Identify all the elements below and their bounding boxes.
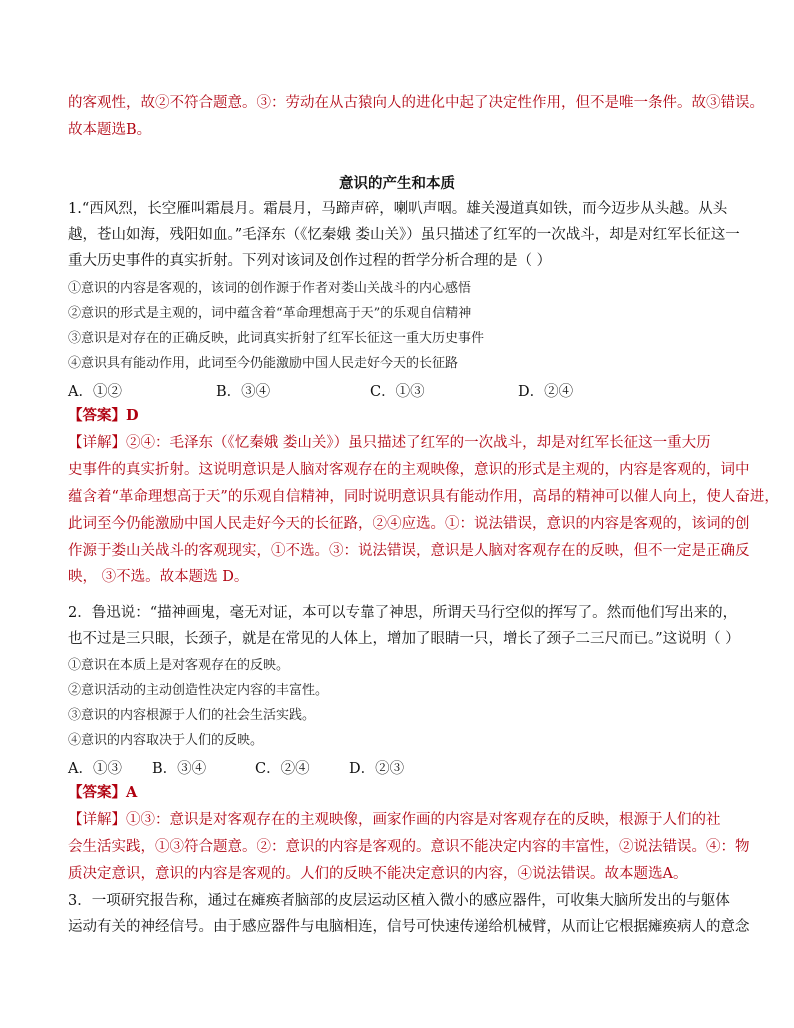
q1-detail-line-1: 【详解】②④：毛泽东（《忆秦娥 娄山关》）虽只描述了红军的一次战斗，却是对红军长征这一重大历: [68, 435, 711, 451]
q1-answer: 【答案】D: [68, 407, 139, 424]
q1-detail-line-3: 蕴含着“革命理想高于天”的乐观自信精神，同时说明意识具有能动作用，高昂的精神可以催人向上，使人奋进，: [68, 489, 779, 505]
q2-option-2: ②意识活动的主动创造性决定内容的丰富性。: [68, 683, 329, 698]
q2-option-4: ④意识的内容取决于人们的反映。: [68, 733, 264, 748]
q1-detail-line-2: 史事件的真实折射。这说明意识是人脑对客观存在的主观映像，意识的形式是主观的，内容是客观的，词中: [68, 462, 750, 478]
q2-detail-line-3: 质决定意识，意识的内容是客观的。人们的反映不能决定意识的内容，④说法错误。故本题选A。: [68, 866, 688, 882]
q1-detail-line-4: 此词至今仍能激励中国人民走好今天的长征路，②④应选。①：说法错误，意识的内容是客观的，该词的创: [68, 516, 750, 532]
q2-option-3: ③意识的内容根源于人们的社会生活实践。: [68, 708, 316, 723]
q1-option-3: ③意识是对存在的正确反映，此词真实折射了红军长征这一重大历史事件: [68, 331, 485, 346]
q1-choice-b: B．③④: [216, 384, 271, 400]
q2-detail-line-2: 会生活实践，①③符合题意。②：意识的内容是客观的。意识不能决定内容的丰富性，②说法错误。④：物: [68, 839, 750, 855]
q2-stem-line-2: 也不过是三只眼，长颈子，就是在常见的人体上，增加了眼睛一只，增长了颈子二三尺而已。”这说明（ ）: [68, 631, 740, 647]
q1-stem-line-3: 重大历史事件的真实折射。下列对该词及创作过程的哲学分析合理的是（ ）: [68, 253, 552, 269]
q1-stem-line-1: 1.“西风烈，长空雁叫霜晨月。霜晨月，马蹄声碎，喇叭声咽。雄关漫道真如铁，而今迈步从头越。从头: [68, 201, 728, 217]
q1-option-4: ④意识具有能动作用，此词至今仍能激励中国人民走好今天的长征路: [68, 356, 459, 371]
q1-choice-c: C．①③: [370, 384, 425, 400]
prev-detail-line-1: 的客观性，故②不符合题意。③：劳动在从古猿向人的进化中起了决定性作用，但不是唯一条件。故③错误。: [68, 95, 764, 111]
q2-choice-c: C．②④: [255, 761, 310, 777]
q3-stem-line-1: 3．一项研究报告称，通过在瘫痪者脑部的皮层运动区植入微小的感应器件，可收集大脑所发出的与躯体: [68, 893, 730, 909]
q1-stem-line-2: 越，苍山如海，残阳如血。”毛泽东（《忆秦娥 娄山关》）虽只描述了红军的一次战斗，却是对红军长征这一: [68, 227, 740, 243]
section-title: 意识的产生和本质: [339, 175, 455, 192]
q3-stem-line-2: 运动有关的神经信号。由于感应器件与电脑相连，信号可快速传递给机械臂，从而让它根据瘫痪病人的意念: [68, 919, 750, 935]
prev-detail-line-2: 故本题选B。: [68, 122, 152, 138]
q2-choice-a: A．①③: [68, 761, 122, 777]
q2-answer: 【答案】A: [68, 784, 138, 801]
q1-detail-line-5: 作源于娄山关战斗的客观现实，①不选。③：说法错误，意识是人脑对客观存在的反映，但不一定是正确反: [68, 543, 750, 559]
q2-option-1: ①意识在本质上是对客观存在的反映。: [68, 658, 290, 673]
q1-choices: [68, 380, 740, 400]
q2-choice-b: B．③④: [152, 761, 207, 777]
q2-stem-line-1: 2．鲁迅说：“描神画鬼，毫无对证，本可以专靠了神思，所谓天马行空似的挥写了。然而他们写出来的，: [68, 605, 738, 621]
q1-choice-d: D．②④: [518, 384, 574, 400]
q1-detail-line-6: 映， ③不选。故本题选 D。: [68, 569, 249, 585]
q1-choice-a: A．①②: [68, 384, 122, 400]
q1-option-1: ①意识的内容是客观的，该词的创作源于作者对娄山关战斗的内心感悟: [68, 281, 472, 296]
q2-detail-line-1: 【详解】①③：意识是对客观存在的主观映像，画家作画的内容是对客观存在的反映，根源于人们的社: [68, 812, 721, 828]
q1-option-2: ②意识的形式是主观的，词中蕴含着“革命理想高于天”的乐观自信精神: [68, 306, 472, 321]
q2-choice-d: D．②③: [349, 761, 405, 777]
q2-choices: [68, 757, 740, 777]
